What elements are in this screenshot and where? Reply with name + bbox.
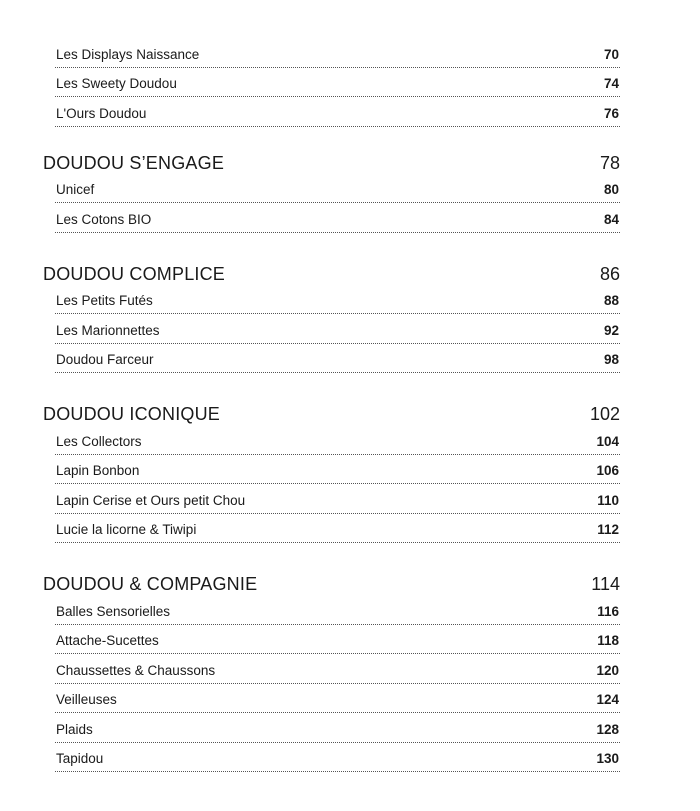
toc-entry[interactable] (55, 484, 620, 514)
toc-entry-page: 116 (597, 603, 619, 619)
toc-entry-page: 120 (596, 662, 619, 678)
toc-section-doudou-compagnie (0, 571, 700, 772)
toc-entry-page: 110 (597, 492, 619, 508)
section-header[interactable] (43, 571, 620, 595)
toc-entry-page: 88 (603, 293, 619, 308)
toc-entry[interactable] (55, 713, 620, 743)
toc-entry-page: 130 (596, 751, 619, 766)
section-header[interactable] (43, 150, 620, 174)
toc-entry[interactable] (55, 68, 620, 98)
section-header[interactable] (43, 401, 620, 425)
toc-entry-page: 80 (603, 182, 619, 197)
toc-entry-page: 104 (596, 433, 619, 449)
section-title: DOUDOU & COMPAGNIE (43, 574, 258, 594)
toc-entry-page: 106 (596, 463, 619, 478)
toc-entry-page: 98 (603, 352, 619, 367)
toc-entry-label: Les Marionnettes (56, 322, 160, 338)
toc-entry-page: 112 (597, 522, 619, 537)
toc-entry-label: Les Displays Naissance (56, 46, 200, 62)
section-header[interactable] (43, 261, 620, 285)
toc-entry-page: 92 (603, 322, 619, 338)
toc-entry-label: L'Ours Doudou (56, 105, 147, 121)
toc-entry-page: 84 (603, 211, 619, 227)
toc-entry-label: Veilleuses (56, 692, 117, 707)
toc-entry[interactable] (55, 285, 620, 315)
toc-entry-page: 128 (596, 721, 619, 737)
section-title: DOUDOU ICONIQUE (43, 404, 221, 424)
toc-entry-label: Plaids (56, 721, 93, 737)
section-title: DOUDOU S’ENGAGE (43, 152, 225, 173)
toc-entry[interactable] (55, 314, 620, 344)
toc-entry[interactable] (55, 203, 620, 233)
toc-entry[interactable] (55, 455, 620, 485)
section-page-number: 78 (599, 152, 620, 173)
toc-entry-page: 70 (603, 46, 619, 62)
toc-entry-label: Chaussettes & Chaussons (56, 662, 216, 678)
toc-entry-label: Doudou Farceur (56, 352, 154, 367)
toc-entry-label: Les Cotons BIO (56, 211, 152, 227)
toc-section-doudou-iconique (0, 401, 700, 543)
toc-entry-label: Lucie la licorne & Tiwipi (56, 522, 197, 537)
toc-entry[interactable] (55, 595, 620, 625)
toc-section-doudou-sengage (0, 150, 700, 233)
section-page-number: 102 (589, 404, 620, 424)
toc-entry[interactable] (55, 174, 620, 204)
toc-section-continued (0, 38, 700, 127)
toc-entry-label: Attache-Sucettes (56, 633, 159, 648)
toc-entry-label: Les Collectors (56, 433, 142, 449)
toc-entry[interactable] (55, 743, 620, 773)
toc-entry[interactable] (55, 684, 620, 714)
toc-entry-label: Lapin Cerise et Ours petit Chou (56, 492, 246, 508)
toc-entry[interactable] (55, 654, 620, 684)
toc-section-doudou-complice (0, 261, 700, 374)
toc-entry-label: Lapin Bonbon (56, 463, 140, 478)
toc-entry[interactable] (55, 38, 620, 68)
toc-entry[interactable] (55, 514, 620, 544)
section-page-number: 86 (599, 263, 620, 284)
toc-entry[interactable] (55, 97, 620, 127)
section-page-number: 114 (591, 574, 620, 594)
toc-entry-page: 124 (596, 692, 619, 707)
toc-entry[interactable] (55, 625, 620, 655)
toc-entry-label: Les Sweety Doudou (56, 76, 177, 91)
toc-entry-page: 118 (597, 633, 619, 648)
toc-entry[interactable] (55, 344, 620, 374)
toc-entry-label: Balles Sensorielles (56, 603, 171, 619)
toc-entry-label: Tapidou (56, 751, 104, 766)
toc-entry[interactable] (55, 425, 620, 455)
toc-entry-label: Les Petits Futés (56, 293, 153, 308)
toc-entry-label: Unicef (56, 182, 95, 197)
toc-entry-page: 74 (603, 76, 619, 91)
section-title: DOUDOU COMPLICE (43, 263, 226, 284)
toc-entry-page: 76 (603, 105, 619, 121)
